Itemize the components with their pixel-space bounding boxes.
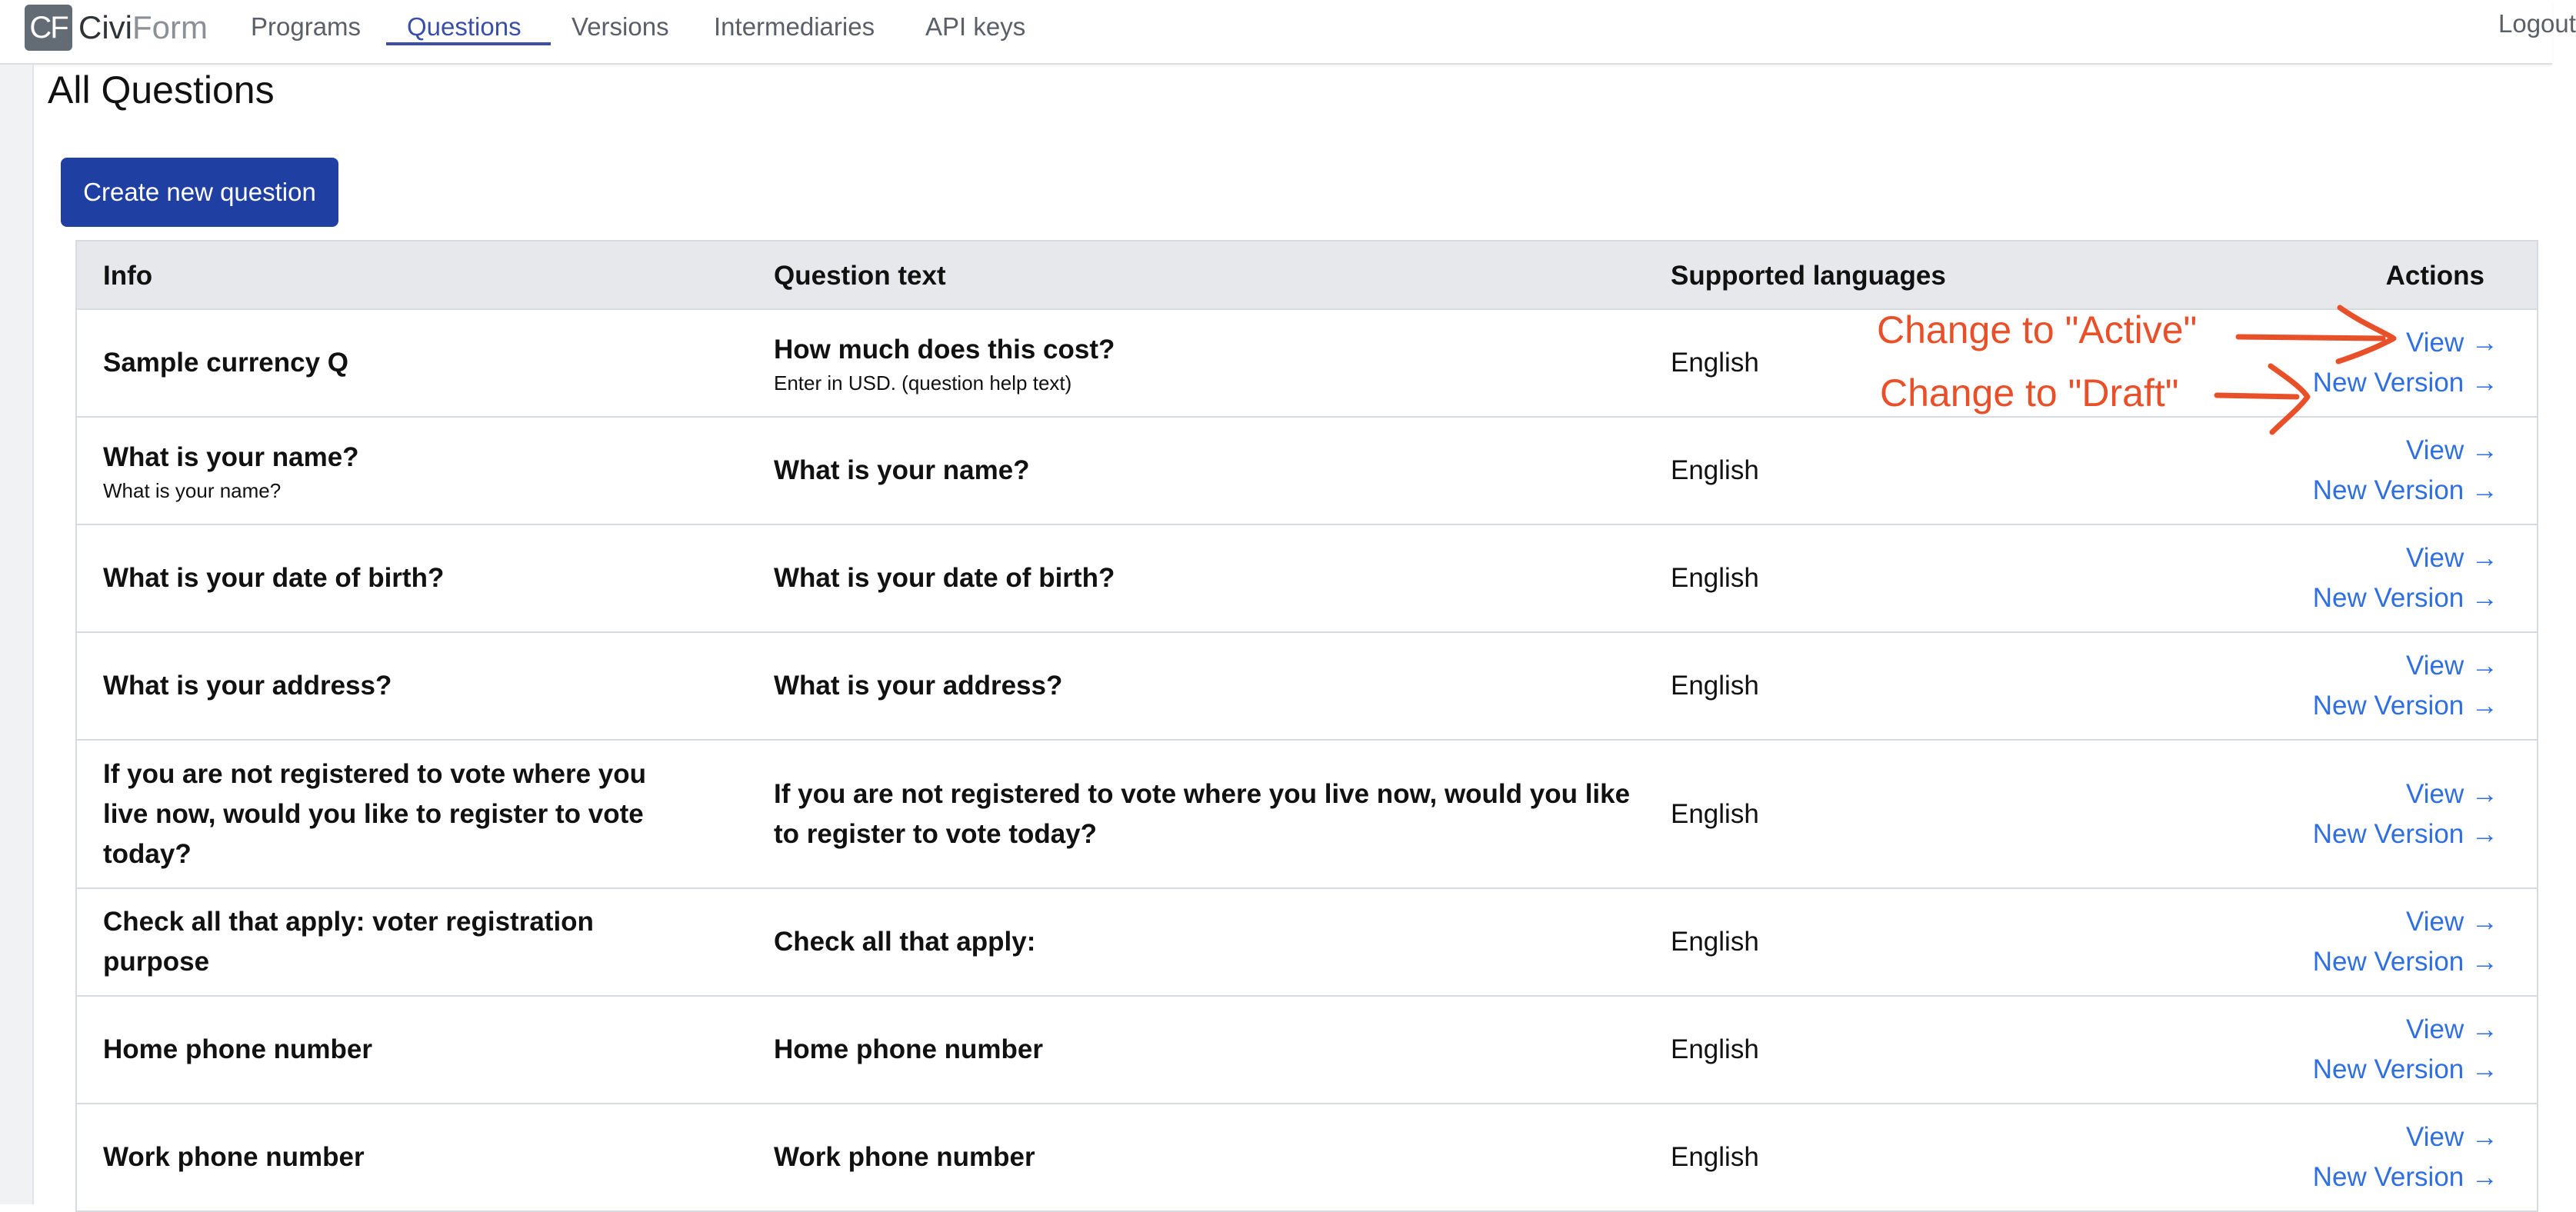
new-version-link[interactable]: New Version →	[2312, 947, 2498, 977]
logo-text-civi: Civi	[78, 9, 132, 45]
question-info-title: What is your address?	[103, 671, 392, 701]
create-new-question-button[interactable]: Create new question	[61, 158, 338, 227]
table-header	[77, 241, 2537, 310]
header-actions: Actions	[2385, 261, 2484, 291]
view-link[interactable]: View →	[2406, 543, 2498, 573]
new-version-link[interactable]: New Version →	[2312, 1054, 2498, 1084]
question-text: What is your date of birth?	[774, 563, 1115, 593]
question-info-title: Home phone number	[103, 1034, 373, 1064]
logout-link[interactable]: Logout	[2498, 9, 2576, 38]
nav-questions[interactable]: Questions	[407, 12, 522, 41]
table-row	[77, 997, 2537, 1104]
new-version-link[interactable]: New Version →	[2312, 475, 2498, 505]
table-row	[77, 741, 2537, 889]
supported-languages: English	[1671, 348, 1759, 378]
logo-text-form: Form	[132, 9, 208, 45]
table-row	[77, 418, 2537, 525]
table-row	[77, 1104, 2537, 1212]
view-link[interactable]: View →	[2406, 435, 2498, 465]
logo-badge: CF	[25, 5, 72, 51]
question-text: What is your name?	[774, 455, 1030, 485]
question-text: Home phone number	[774, 1034, 1044, 1064]
new-version-link[interactable]: New Version →	[2312, 368, 2498, 398]
new-version-link[interactable]: New Version →	[2312, 818, 2498, 849]
header-question-text: Question text	[774, 261, 946, 291]
question-info-description: What is your name?	[103, 479, 282, 502]
supported-languages: English	[1671, 455, 1759, 485]
question-text: How much does this cost?	[774, 335, 1115, 365]
annotation-change-to-draft: Change to "Draft"	[1880, 371, 2179, 415]
view-link[interactable]: View →	[2406, 1122, 2498, 1152]
table-row	[77, 633, 2537, 741]
question-info-title: What is your date of birth?	[103, 563, 445, 593]
question-info-title: Sample currency Q	[103, 348, 349, 378]
supported-languages: English	[1671, 1034, 1759, 1064]
nav-api-keys[interactable]: API keys	[925, 12, 1026, 41]
question-text: Check all that apply:	[774, 927, 1036, 957]
civiform-logo[interactable]	[25, 5, 208, 51]
table-row	[77, 889, 2537, 997]
table-row	[77, 525, 2537, 633]
supported-languages: English	[1671, 671, 1759, 701]
view-link[interactable]: View →	[2406, 1014, 2498, 1044]
view-link[interactable]: View →	[2406, 328, 2498, 358]
nav-versions[interactable]: Versions	[572, 12, 669, 41]
supported-languages: English	[1671, 563, 1759, 593]
top-nav	[0, 0, 2576, 65]
active-tab-underline	[386, 42, 551, 45]
view-link[interactable]: View →	[2406, 778, 2498, 809]
supported-languages: English	[1671, 798, 1759, 829]
view-link[interactable]: View →	[2406, 907, 2498, 937]
nav-intermediaries[interactable]: Intermediaries	[714, 12, 875, 41]
question-info-title: What is your name?	[103, 442, 359, 472]
header-supported-languages: Supported languages	[1671, 261, 1946, 291]
question-text: What is your address?	[774, 671, 1063, 701]
question-text: Work phone number	[774, 1142, 1035, 1172]
supported-languages: English	[1671, 1142, 1759, 1172]
new-version-link[interactable]: New Version →	[2312, 1162, 2498, 1192]
left-gutter	[0, 65, 34, 1204]
new-version-link[interactable]: New Version →	[2312, 583, 2498, 613]
question-info-title: Check all that apply: voter registration purpose	[103, 907, 594, 977]
supported-languages: English	[1671, 927, 1759, 957]
header-info: Info	[103, 261, 153, 291]
annotation-change-to-active: Change to "Active"	[1877, 308, 2198, 351]
page-title: All Questions	[48, 68, 275, 112]
question-info-title: If you are not registered to vote where you live now, would you like to register to vote today?	[103, 758, 646, 869]
question-info-title: Work phone number	[103, 1142, 365, 1172]
question-text: If you are not registered to vote where you live now, would you like to register to vote today?	[774, 778, 1631, 849]
new-version-link[interactable]: New Version →	[2312, 691, 2498, 721]
nav-programs[interactable]: Programs	[251, 12, 362, 41]
question-help-text: Enter in USD. (question help text)	[774, 371, 1072, 395]
view-link[interactable]: View →	[2406, 651, 2498, 681]
